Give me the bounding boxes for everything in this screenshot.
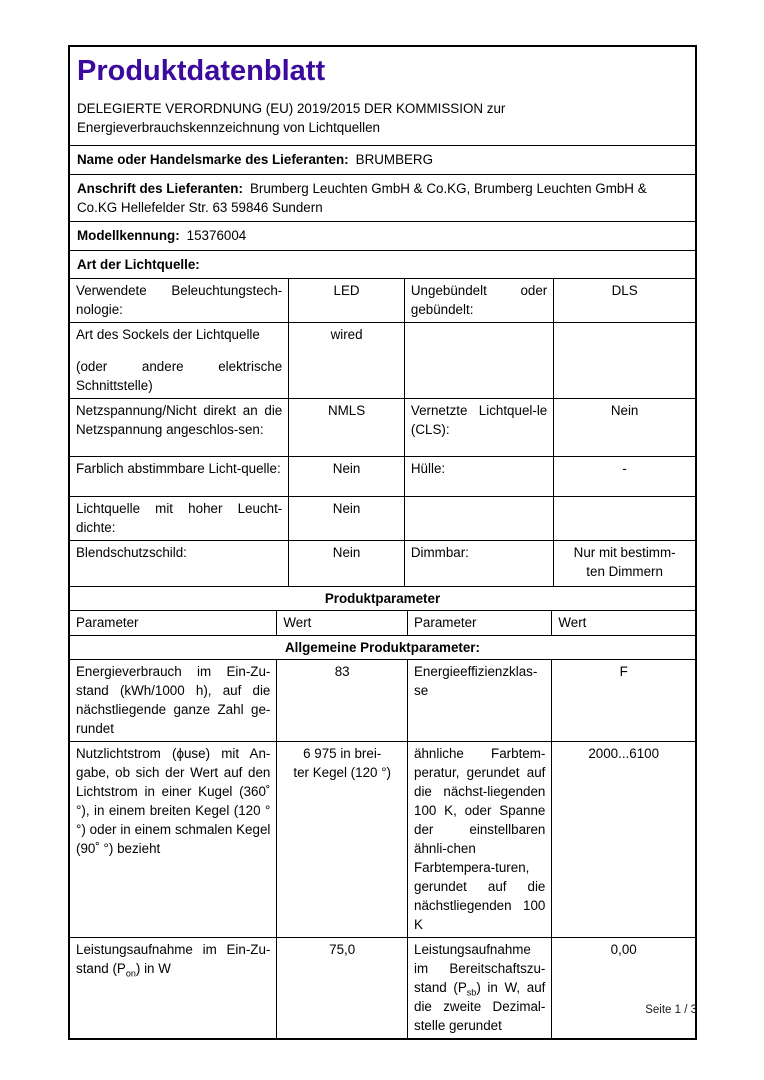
value-empty [554,497,695,541]
value-socket-type: wired [289,323,405,399]
column-header-parameter-1: Parameter [70,611,277,636]
supplier-address-label: Anschrift des Lieferanten: [77,181,243,196]
table-row [70,660,695,742]
regulation-subtitle: DELEGIERTE VERORDNUNG (EU) 2019/2015 DER KOMMISSION zur Energieverbrauchskennzeichnung von Lichtquellen [77,101,506,135]
param-energy-class: Energieeffizienzklas-se [408,660,552,742]
column-header-row [70,611,695,636]
param-envelope: Hülle: [404,457,553,497]
value-colour-temperature: 2000...6100 [552,742,695,938]
table-row [70,742,695,938]
product-parameters-heading: Produktparameter [70,587,695,611]
param-standby-power: Leistungsaufnahme im Bereitschaftszu-stand $(P_{sb})$ in W, auf die zweite Dezimal-stelle gerundet [408,938,552,1039]
param-colour-temperature: ähnliche Farbtem-peratur, gerundet auf die nächst-liegenden 100 K, oder Spanne der einstellbaren ähnli-chen Farbtempera-turen, gerundet auf die nächstliegenden 100 K [408,742,552,938]
value-useful-luminous-flux: 6 975 in brei- ter Kegel (120 °) [277,742,408,938]
param-empty [404,497,553,541]
param-useful-luminous-flux: Nutzlichtstrom (ϕuse) mit An-gabe, ob sich der Wert auf den Lichtstrom in einer Kugel (360˚ °), in einem breiten Kegel (120 °°) oder in einem schmalen Kegel (90˚ °) bezieht [70,742,277,938]
param-on-mode-power: Leistungsaufnahme im Ein-Zu-stand $(P_{on})$ in W [70,938,277,1039]
table-row [70,938,695,1039]
product-datasheet [68,45,697,1040]
table-row [70,323,695,399]
column-header-value-1: Wert [277,611,408,636]
supplier-name-value: BRUMBERG [355,152,434,167]
value-on-mode-power: 75,0 [277,938,408,1039]
param-empty [404,323,553,399]
param-connected-light-source: Vernetzte Lichtquel-le (CLS): [404,399,553,457]
light-source-table [70,279,695,587]
header-section [70,47,695,146]
param-socket-type: Art des Sockels der Lichtquelle (oder andere elektrische Schnittstelle) [70,323,289,399]
param-colour-tunable: Farblich abstimmbare Licht-quelle: [70,457,289,497]
value-connected-light-source: Nein [554,399,695,457]
supplier-address-row [70,175,695,222]
value-energy-consumption: 83 [277,660,408,742]
param-anti-glare-shield: Blendschutzschild: [70,541,289,587]
page-number: Seite 1 / 3 [645,1004,697,1016]
model-id-label: Modellkennung: [77,228,180,243]
page-title: Produktdatenblatt [77,55,326,87]
value-empty [554,323,695,399]
value-mains-voltage: NMLS [289,399,405,457]
table-row [70,279,695,323]
supplier-address-value: Brumberg Leuchten GmbH & Co.KG, Brumberg Leuchten GmbH & Co.KG Hellefelder Str. 63 59846 Sundern [77,181,647,215]
supplier-name-row [70,146,695,175]
param-energy-consumption: Energieverbrauch im Ein-Zu-stand (kWh/1000 h), auf die nächstliegende ganze Zahl ge-rundet [70,660,277,742]
table-row [70,457,695,497]
value-lighting-technology: LED [289,279,405,323]
value-standby-power: 0,00 [552,938,695,1039]
param-dimmable: Dimmbar: [404,541,553,587]
model-id-row [70,222,695,251]
value-energy-class: F [552,660,695,742]
value-colour-tunable: Nein [289,457,405,497]
light-source-type-heading: Art der Lichtquelle: [70,251,695,279]
section-subheader-row [70,636,695,660]
param-directional: Ungebündelt oder gebündelt: [404,279,553,323]
section-header-row [70,587,695,611]
general-parameters-heading: Allgemeine Produktparameter: [70,636,695,660]
model-id-value: 15376004 [186,228,247,243]
table-row [70,541,695,587]
product-parameters-table [70,587,695,1038]
param-lighting-technology: Verwendete Beleuchtungstech-nologie: [70,279,289,323]
table-row [70,497,695,541]
column-header-value-2: Wert [552,611,695,636]
table-row [70,399,695,457]
param-mains-voltage: Netzspannung/Nicht direkt an die Netzspannung angeschlos-sen: [70,399,289,457]
value-dimmable: Nur mit bestimm- ten Dimmern [554,541,695,587]
value-envelope: - [554,457,695,497]
value-anti-glare-shield: Nein [289,541,405,587]
value-high-luminance: Nein [289,497,405,541]
supplier-name-label: Name oder Handelsmarke des Lieferanten: [77,152,349,167]
param-high-luminance: Lichtquelle mit hoher Leucht-dichte: [70,497,289,541]
value-directional: DLS [554,279,695,323]
column-header-parameter-2: Parameter [408,611,552,636]
